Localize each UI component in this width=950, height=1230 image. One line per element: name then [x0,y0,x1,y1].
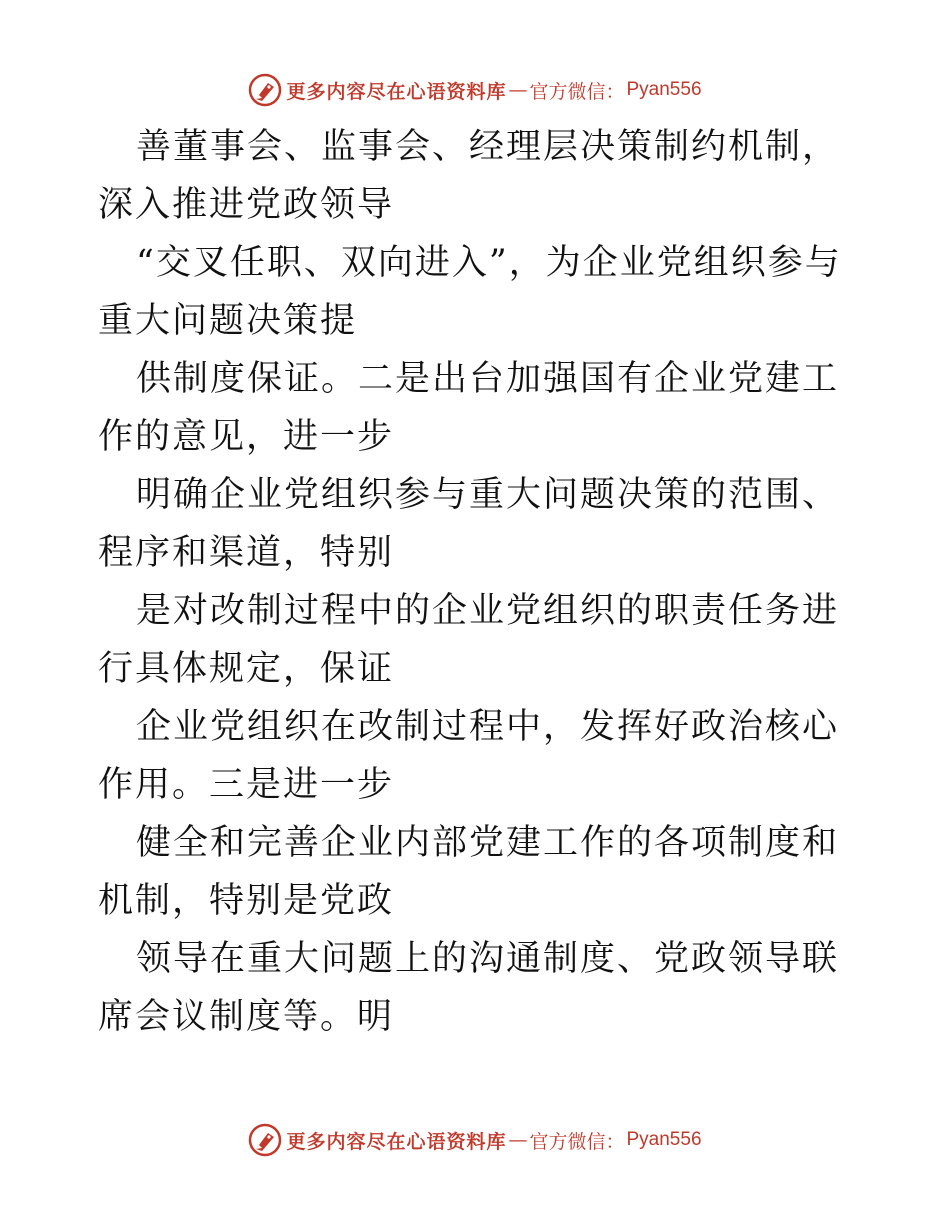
banner-wechat-label: 官方微信： [529,1130,625,1153]
pen-nib-logo-icon [248,73,282,107]
document-body [98,118,858,1046]
paragraph-1: 善董事会、监事会、经理层决策制约机制，深入推进党政领导 [98,127,840,225]
banner-library-text: 更多内容尽在心语资料库 [286,80,507,103]
banner-dash: — [508,1129,528,1151]
paragraph-6: 企业党组织在改制过程中，发挥好政治核心作用。三是进一步 [98,707,840,805]
footer-banner [0,1120,950,1160]
banner-wechat-id: Pyan556 [626,1129,702,1150]
banner-wechat-id: Pyan556 [626,79,702,100]
header-banner [0,70,950,110]
paragraph-5: 是对改制过程中的企业党组织的职责任务进行具体规定，保证 [98,591,840,689]
paragraph-3: 供制度保证。二是出台加强国有企业党建工作的意见，进一步 [98,359,840,457]
paragraph-7: 健全和完善企业内部党建工作的各项制度和机制，特别是党政 [98,823,840,921]
banner-wechat-label: 官方微信： [529,80,625,103]
banner-dash: — [508,79,528,101]
banner-library-text: 更多内容尽在心语资料库 [286,1130,507,1153]
paragraph-2: “交叉任职、双向进入”，为企业党组织参与重大问题决策提 [98,243,842,341]
paragraph-4: 明确企业党组织参与重大问题决策的范围、程序和渠道，特别 [98,475,840,573]
pen-nib-logo-icon [248,1123,282,1157]
paragraph-8: 领导在重大问题上的沟通制度、党政领导联席会议制度等。明 [98,939,840,1037]
